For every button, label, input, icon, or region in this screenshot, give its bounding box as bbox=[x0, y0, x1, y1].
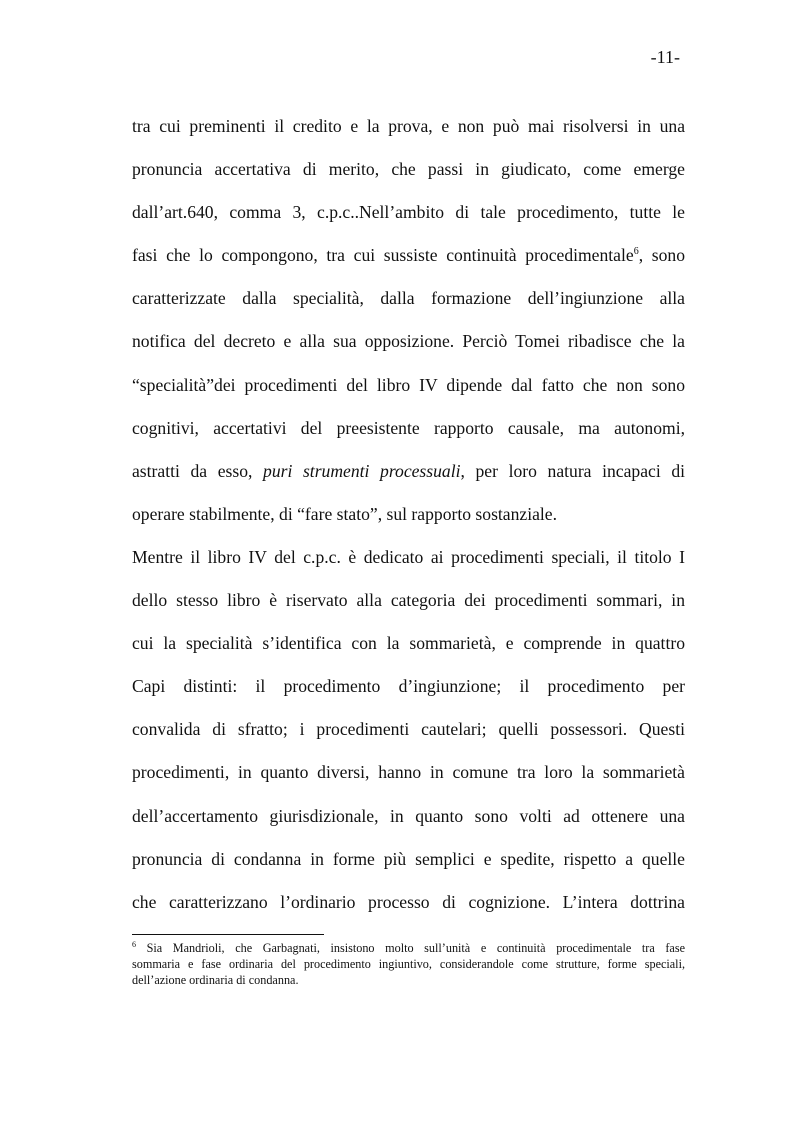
text-line: Mentre il libro IV del c.p.c. è dedicato ai procedimenti speciali, il titolo I bbox=[132, 546, 685, 567]
text-line: Capi distinti: il procedimento d’ingiunzione; il procedimento per bbox=[132, 676, 685, 697]
text-line: “specialità”dei procedimenti del libro IV dipende dal fatto che non sono bbox=[132, 374, 685, 395]
text-line: caratterizzate dalla specialità, dalla formazione dell’ingiunzione alla bbox=[132, 288, 685, 309]
footnote-line bbox=[132, 940, 685, 956]
text-line-part: , per loro natura incapaci di bbox=[460, 460, 686, 481]
body-text bbox=[132, 105, 685, 924]
text-line: convalida di sfratto; i procedimenti cautelari; quelli possessori. Questi bbox=[132, 719, 685, 740]
page-number: -11- bbox=[650, 47, 680, 67]
footnote-divider bbox=[132, 934, 324, 935]
text-line: dello stesso libro è riservato alla categoria dei procedimenti sommari, in bbox=[132, 590, 685, 611]
text-line bbox=[132, 450, 685, 493]
text-line-part: astratti da esso, bbox=[132, 460, 264, 481]
footnote-text: Sia Mandrioli, che Garbagnati, insistono molto sull’unità e continuità procedimentale tra fase bbox=[136, 941, 685, 955]
text-line: tra cui preminenti il credito e la prova, e non può mai risolversi in una bbox=[132, 116, 685, 136]
italic-phrase: puri strumenti processuali bbox=[263, 460, 461, 481]
text-line-part: fasi che lo compongono, tra cui sussiste continuità procedimentale bbox=[132, 245, 634, 266]
footnote-line: dell’azione ordinaria di condanna. bbox=[132, 973, 299, 987]
text-line: procedimenti, in quanto diversi, hanno in comune tra loro la sommarietà bbox=[132, 762, 685, 783]
text-line: pronuncia di condanna in forme più semplici e spedite, rispetto a quelle bbox=[132, 848, 685, 869]
text-line: dell’accertamento giurisdizionale, in quanto sono volti ad ottenere una bbox=[132, 805, 685, 826]
text-line: che caratterizzano l’ordinario processo di cognizione. L’intera dottrina bbox=[132, 891, 685, 912]
footnote-reference: 6 bbox=[633, 246, 639, 258]
footnote bbox=[132, 940, 685, 988]
text-line: dall’art.640, comma 3, c.p.c..Nell’ambito di tale procedimento, tutte le bbox=[132, 202, 685, 223]
text-line: operare stabilmente, di “fare stato”, sul rapporto sostanziale. bbox=[132, 503, 558, 524]
footnote-number: 6 bbox=[132, 940, 136, 949]
footnote-line: sommaria e fase ordinaria del procedimento ingiuntivo, considerandole come strutture, forme speciali, bbox=[132, 957, 685, 971]
text-line-part: , sono bbox=[638, 245, 685, 266]
text-line bbox=[132, 234, 685, 277]
text-line: cui la specialità s’identifica con la sommarietà, e comprende in quattro bbox=[132, 633, 685, 654]
text-line: pronuncia accertativa di merito, che passi in giudicato, come emerge bbox=[132, 159, 685, 180]
text-line: cognitivi, accertativi del preesistente rapporto causale, ma autonomi, bbox=[132, 417, 685, 438]
text-line: notifica del decreto e alla sua opposizione. Perciò Tomei ribadisce che la bbox=[132, 331, 685, 352]
